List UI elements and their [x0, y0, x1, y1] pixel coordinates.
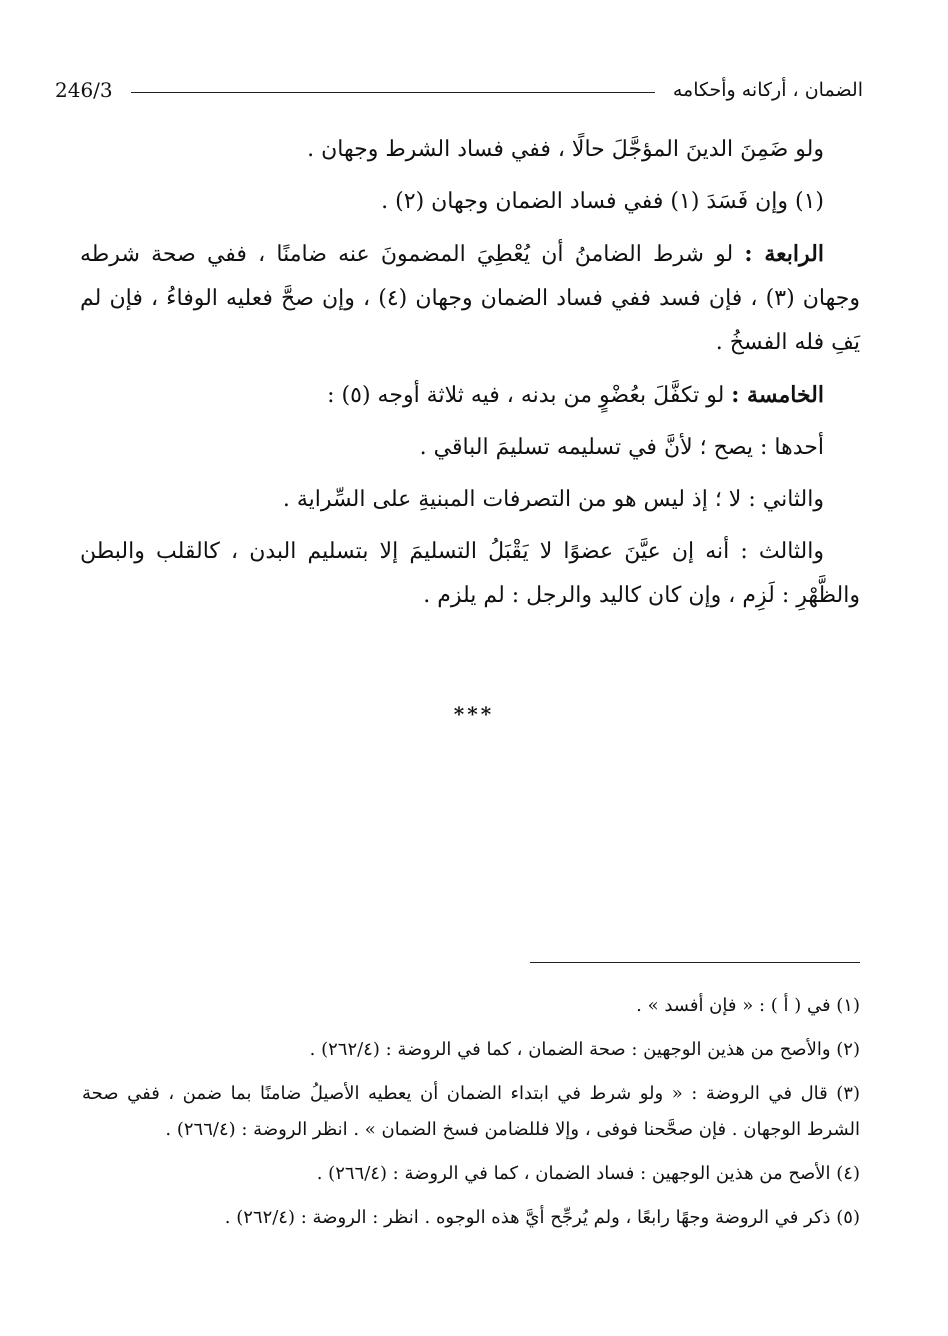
main-text — [80, 128, 860, 626]
footnotes — [82, 988, 860, 1244]
paragraph-text: لو شرط الضامنُ أن يُعْطِيَ المضمونَ عنه ضامنًا ، ففي صحة شرطه وجهان (٣) ، فإن فسد ففي فساد الضمان وجهان (٤) ، وإن صحَّ فعليه الوفاءُ ، فإن لم يَفِ فله الفسخُ . — [80, 242, 860, 355]
paragraph — [80, 373, 860, 418]
footnote-rule — [530, 962, 860, 963]
paragraph-text: (١) وإن فَسَدَ (١) ففي فساد الضمان وجهان (٢) . — [381, 189, 824, 214]
footnote: (٤) الأصح من هذين الوجهين : فساد الضمان ، كما في الروضة : (٢٦٦/٤) . — [316, 1163, 860, 1184]
footnote: (٢) والأصح من هذين الوجهين : صحة الضمان ، كما في الروضة : (٢٦٢/٤) . — [309, 1039, 860, 1060]
paragraph-text: والثالث : أنه إن عيَّنَ عضوًا لا يَقْبَلُ التسليمَ إلا بتسليم البدن ، كالقلب والبطن والظَّهْرِ : لَزِم ، وإن كان كاليد والرجل : لم يلزم . — [80, 539, 860, 608]
section-separator: *** — [453, 702, 495, 726]
paragraph — [80, 128, 860, 172]
footnote: (٣) قال في الروضة : « ولو شرط في ابتداء الضمان أن يعطيه الأصيلُ ضامنًا بما ضمن ، ففي صحة الشرط الوجهان . فإن صحَّحنا فوفى ، وإلا فللضامن فسخ الضمان » . انظر الروضة : (٢٦٦/٤) . — [82, 1083, 860, 1140]
footnote: (٥) ذكر في الروضة وجهًا رابعًا ، ولم يُرجِّح أيَّ هذه الوجوه . انظر : الروضة : (٢٦٢/٤) . — [224, 1207, 860, 1228]
paragraph-text: لو تكفَّلَ بعُضْوٍ من بدنه ، فيه ثلاثة أوجه (٥) : — [327, 383, 732, 408]
paragraph-lead: الخامسة : — [731, 382, 824, 408]
paragraph-text: ولو ضَمِنَ الدينَ المؤجَّلَ حالًا ، ففي فساد الشرط وجهان . — [307, 137, 824, 162]
page-header — [55, 70, 863, 110]
paragraph — [80, 426, 860, 470]
paragraph-text: والثاني : لا ؛ إذ ليس هو من التصرفات المبنيةِ على السِّراية . — [282, 487, 824, 512]
header-rule — [131, 92, 655, 93]
paragraph — [80, 478, 860, 522]
paragraph-text: أحدها : يصح ؛ لأنَّ في تسليمه تسليمَ الباقي . — [419, 435, 824, 460]
page-number: 246/3 — [55, 78, 113, 102]
paragraph — [80, 530, 860, 618]
paragraph-lead: الرابعة : — [744, 241, 824, 267]
footnote: (١) في ( أ ) : « فإن أفسد » . — [636, 995, 860, 1016]
running-title: الضمان ، أركانه وأحكامه — [672, 79, 863, 101]
paragraph — [80, 232, 860, 365]
paragraph — [80, 180, 860, 224]
